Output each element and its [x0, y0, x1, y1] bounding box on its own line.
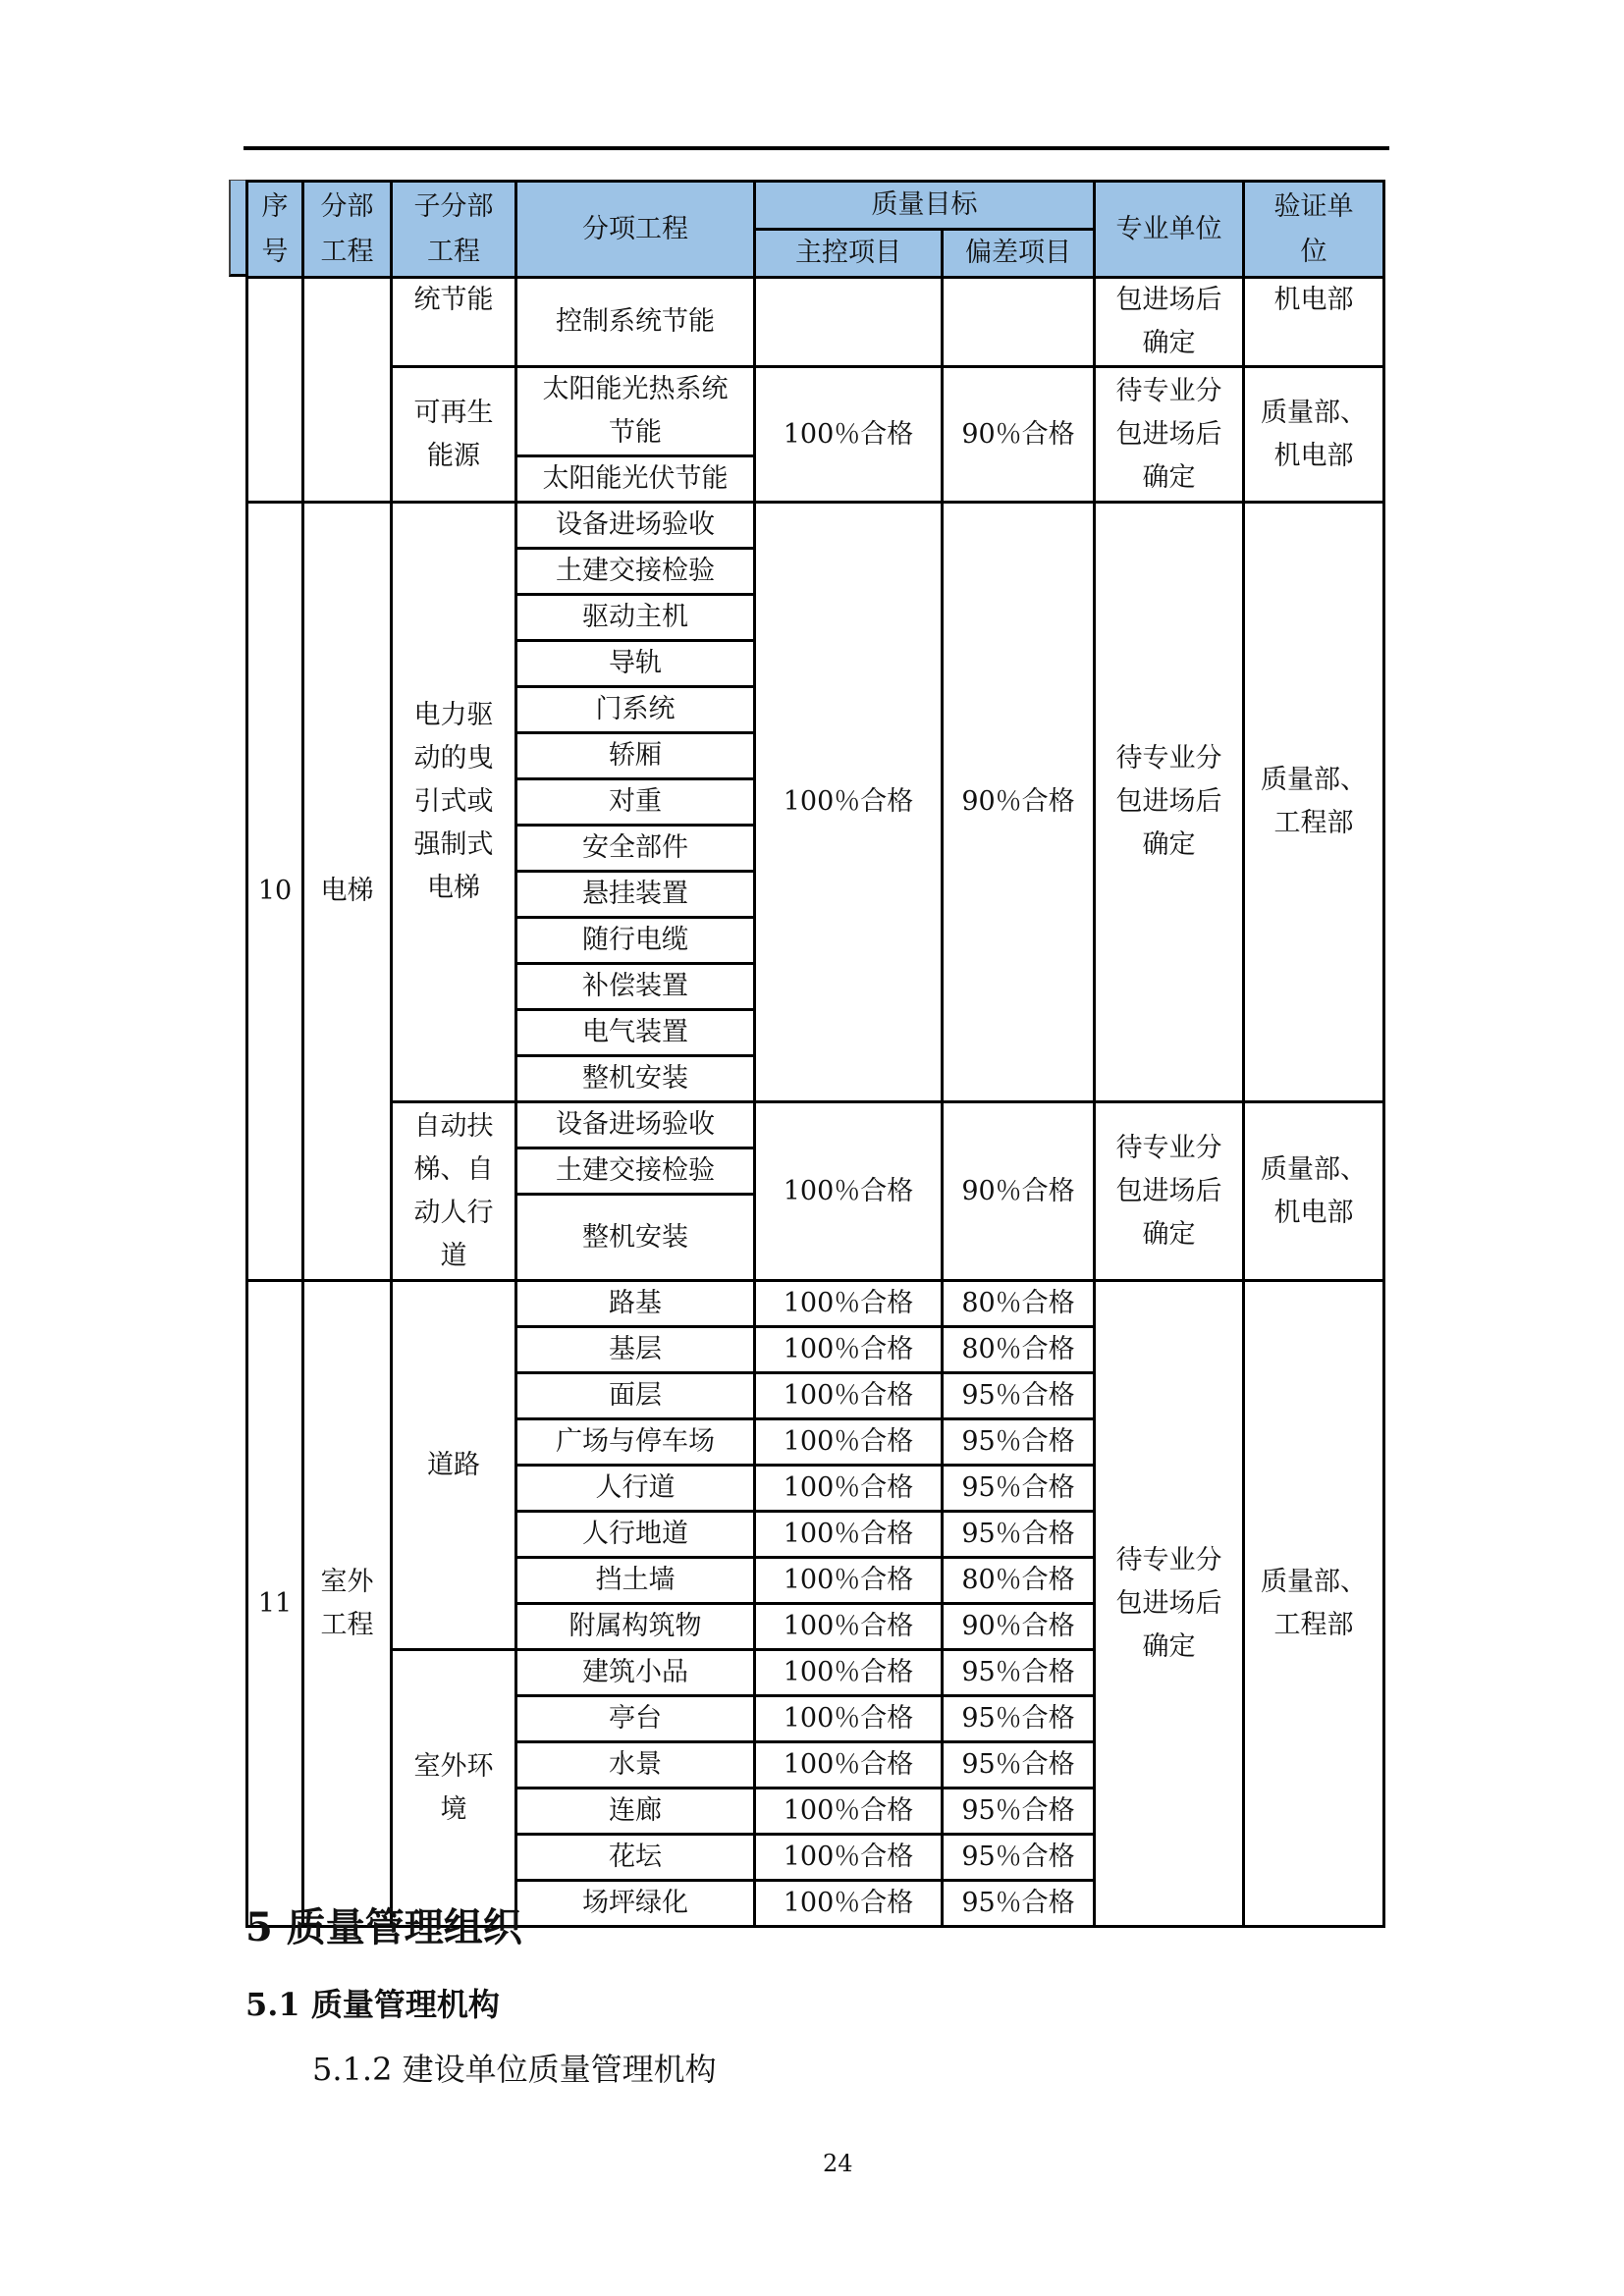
main-control-cell: 100％合格 — [755, 1466, 943, 1512]
table-row — [247, 503, 1384, 549]
deviation-cell: 80％合格 — [943, 1327, 1095, 1373]
verification-unit-cell: 质量部、工程部 — [1244, 503, 1384, 1102]
item-cell: 安全部件 — [516, 826, 755, 872]
item-cell: 场坪绿化 — [516, 1881, 755, 1927]
item-cell: 驱动主机 — [516, 595, 755, 641]
main-control-cell: 100％合格 — [755, 1650, 943, 1696]
division-cell: 室外工程 — [303, 1281, 392, 1927]
page-header-rule — [244, 146, 1389, 150]
page-number: 24 — [823, 2150, 853, 2177]
main-control-cell: 100％合格 — [755, 503, 943, 1102]
main-control-cell: 100％合格 — [755, 1881, 943, 1927]
section-heading: 5 质量管理组织 — [245, 1904, 522, 1950]
subdivision-cell: 可再生能源 — [392, 367, 516, 503]
header-verification-unit: 验证单位 — [1244, 182, 1384, 278]
specialty-unit-cell: 待专业分包进场后确定 — [1095, 1281, 1244, 1927]
item-cell: 土建交接检验 — [516, 1148, 755, 1195]
main-control-cell: 100％合格 — [755, 1789, 943, 1835]
specialty-unit-cell: 包进场后确定 — [1095, 278, 1244, 367]
division-cell: 电梯 — [303, 503, 392, 1281]
item-cell: 挡土墙 — [516, 1558, 755, 1604]
item-cell: 路基 — [516, 1281, 755, 1327]
item-cell: 对重 — [516, 779, 755, 826]
deviation-cell — [943, 278, 1095, 367]
deviation-cell: 80％合格 — [943, 1281, 1095, 1327]
item-cell: 土建交接检验 — [516, 549, 755, 595]
main-control-cell: 100％合格 — [755, 1281, 943, 1327]
item-cell: 亭台 — [516, 1696, 755, 1742]
header-main-control: 主控项目 — [755, 230, 943, 278]
deviation-cell: 95％合格 — [943, 1881, 1095, 1927]
item-cell: 太阳能光伏节能 — [516, 456, 755, 503]
item-cell: 门系统 — [516, 687, 755, 733]
main-control-cell: 100％合格 — [755, 1512, 943, 1558]
specialty-unit-cell: 待专业分包进场后确定 — [1095, 367, 1244, 503]
verification-unit-cell: 机电部 — [1244, 278, 1384, 367]
table-row — [247, 1102, 1384, 1148]
table-row — [247, 278, 1384, 367]
item-cell: 建筑小品 — [516, 1650, 755, 1696]
item-cell: 控制系统节能 — [516, 278, 755, 367]
header-quality-target: 质量目标 — [755, 182, 1095, 230]
subdivision-cell: 电力驱动的曳引式或强制式电梯 — [392, 503, 516, 1102]
item-cell: 面层 — [516, 1373, 755, 1419]
item-cell: 随行电缆 — [516, 918, 755, 964]
item-cell: 电气装置 — [516, 1010, 755, 1056]
item-cell: 花坛 — [516, 1835, 755, 1881]
item-cell: 补偿装置 — [516, 964, 755, 1010]
deviation-cell: 95％合格 — [943, 1466, 1095, 1512]
subdivision-cell: 统节能 — [392, 278, 516, 367]
header-specialty-unit: 专业单位 — [1095, 182, 1244, 278]
item-cell: 连廊 — [516, 1789, 755, 1835]
deviation-cell: 95％合格 — [943, 1835, 1095, 1881]
deviation-cell: 90％合格 — [943, 1102, 1095, 1281]
item-cell: 轿厢 — [516, 733, 755, 779]
quality-target-table — [245, 180, 1385, 1928]
table-row — [247, 367, 1384, 456]
header-item: 分项工程 — [516, 182, 755, 278]
item-cell: 附属构筑物 — [516, 1604, 755, 1650]
header-deviation: 偏差项目 — [943, 230, 1095, 278]
item-cell: 广场与停车场 — [516, 1419, 755, 1466]
main-control-cell: 100％合格 — [755, 1742, 943, 1789]
main-control-cell: 100％合格 — [755, 1327, 943, 1373]
header-division: 分部工程 — [303, 182, 392, 278]
specialty-unit-cell: 待专业分包进场后确定 — [1095, 1102, 1244, 1281]
subdivision-cell: 室外环境 — [392, 1650, 516, 1927]
item-cell: 悬挂装置 — [516, 872, 755, 918]
main-control-cell: 100％合格 — [755, 1604, 943, 1650]
deviation-cell: 95％合格 — [943, 1696, 1095, 1742]
main-control-cell: 100％合格 — [755, 1835, 943, 1881]
deviation-cell: 95％合格 — [943, 1742, 1095, 1789]
item-cell: 导轨 — [516, 641, 755, 687]
main-control-cell: 100％合格 — [755, 1102, 943, 1281]
header-subdivision: 子分部工程 — [392, 182, 516, 278]
subdivision-cell: 自动扶梯、自动人行道 — [392, 1102, 516, 1281]
main-control-cell: 100％合格 — [755, 1558, 943, 1604]
item-cell: 基层 — [516, 1327, 755, 1373]
deviation-cell: 95％合格 — [943, 1373, 1095, 1419]
deviation-cell: 90％合格 — [943, 503, 1095, 1102]
item-cell: 设备进场验收 — [516, 503, 755, 549]
deviation-cell: 95％合格 — [943, 1512, 1095, 1558]
verification-unit-cell: 质量部、工程部 — [1244, 1281, 1384, 1927]
subsubsection-heading: 5.1.2 建设单位质量管理机构 — [312, 2051, 717, 2088]
item-cell: 人行地道 — [516, 1512, 755, 1558]
item-cell: 整机安装 — [516, 1056, 755, 1102]
division-cell — [303, 278, 392, 503]
item-cell: 太阳能光热系统节能 — [516, 367, 755, 456]
table-row — [247, 1281, 1384, 1327]
item-cell: 设备进场验收 — [516, 1102, 755, 1148]
main-control-cell: 100％合格 — [755, 1373, 943, 1419]
deviation-cell: 95％合格 — [943, 1789, 1095, 1835]
verification-unit-cell: 质量部、机电部 — [1244, 1102, 1384, 1281]
main-control-cell: 100％合格 — [755, 1419, 943, 1466]
main-control-cell — [755, 278, 943, 367]
deviation-cell: 95％合格 — [943, 1650, 1095, 1696]
seq-cell: 10 — [247, 503, 303, 1281]
seq-cell: 11 — [247, 1281, 303, 1927]
item-cell: 整机安装 — [516, 1195, 755, 1281]
main-control-cell: 100％合格 — [755, 1696, 943, 1742]
header-seq: 序号 — [247, 182, 303, 278]
verification-unit-cell: 质量部、机电部 — [1244, 367, 1384, 503]
deviation-cell: 90％合格 — [943, 367, 1095, 503]
item-cell: 人行道 — [516, 1466, 755, 1512]
seq-cell — [247, 278, 303, 503]
item-cell: 水景 — [516, 1742, 755, 1789]
deviation-cell: 80％合格 — [943, 1558, 1095, 1604]
deviation-cell: 95％合格 — [943, 1419, 1095, 1466]
main-control-cell: 100％合格 — [755, 367, 943, 503]
specialty-unit-cell: 待专业分包进场后确定 — [1095, 503, 1244, 1102]
deviation-cell: 90％合格 — [943, 1604, 1095, 1650]
subdivision-cell: 道路 — [392, 1281, 516, 1650]
subsection-heading: 5.1 质量管理机构 — [245, 1986, 500, 2023]
